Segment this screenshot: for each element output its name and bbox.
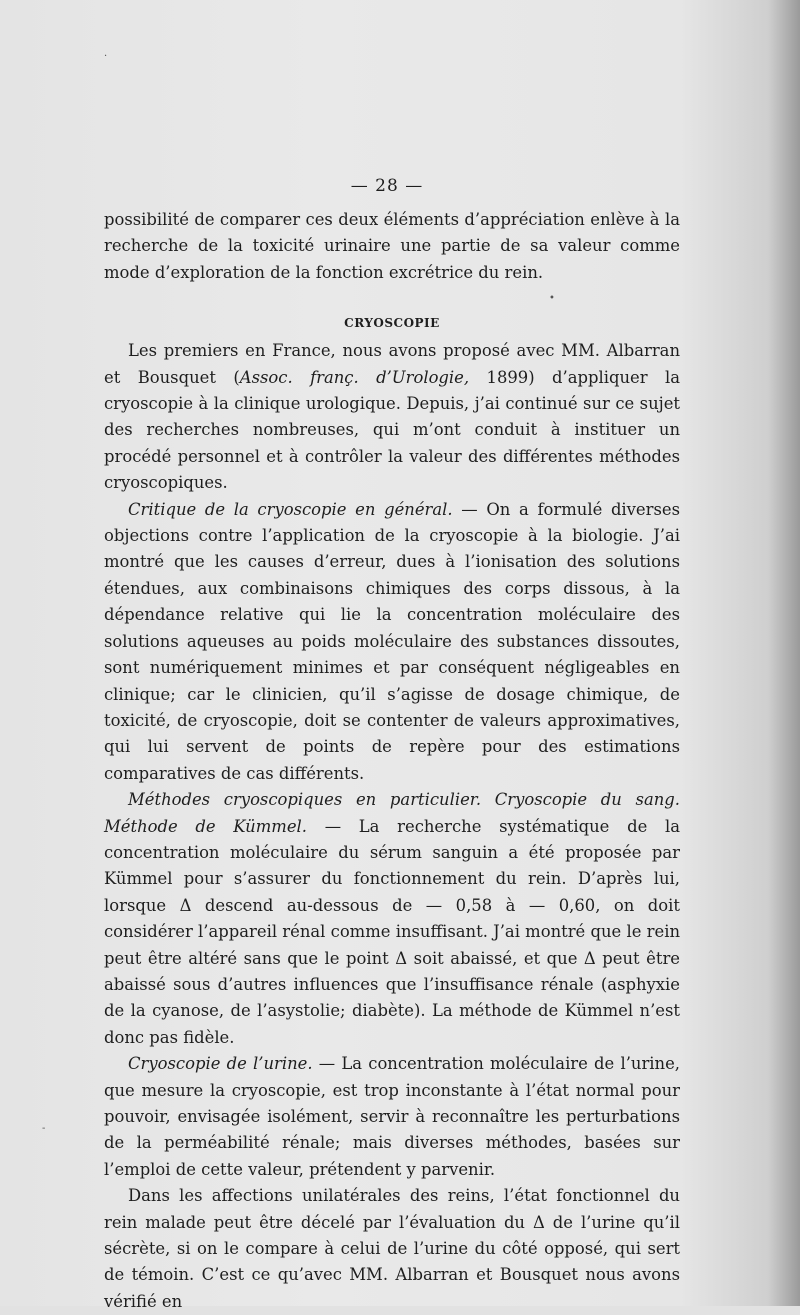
paragraph-4 xyxy=(104,1051,680,1183)
paragraph-4-text: — La concentration moléculaire de l’urine, que mesure la cryoscopie, est trop inconstante à l’état normal pour pouvoir, envisagée isolément, servir à reconnaître les perturbations de la perméabilité rénale; mais diverses méthodes, basées sur l’emploi de cette valeur, prétendent y parvenir. xyxy=(104,1054,681,1179)
heading-speck: • xyxy=(549,293,555,304)
paragraph-1 xyxy=(104,338,680,496)
paragraph-5: Dans les affections unilatérales des reins, l’état fonctionnel du rein malade peut être décelé par l’évaluation du Δ de l’urine qu’il sécrète, si on le compare à celui de l’urine du côté opposé, qui sert de témoin. C’est ce qu’avec MM. Albarran et Bousquet nous avons vérifié en xyxy=(104,1186,680,1311)
citation-italic: Assoc. franç. d’Urologie, xyxy=(239,367,470,387)
top-speck: · xyxy=(104,51,108,62)
section-heading: CRYOSCOPIE xyxy=(344,316,440,331)
paragraph-2-text: — On a formulé diverses objections contre l’application de la cryoscopie à la biologie. J’ai montré que les causes d’erreur, dues à l’ionisation des solutions étendues, aux combinaisons chimiques des corps dissous, à la dépendance relative qui lie la concentration moléculaire des solutions aqueuses au poids moléculaire des substances dissoutes, sont numériquement minimes et par conséquent négligeables en clinique; car le clinicien, qu’il s’agisse de dosage chimique, de toxicité, de cryoscopie, doit se contenter de valeurs approximatives, qui lui servent de points de repère pour des estimations comparatives de cas différents. xyxy=(104,499,680,783)
paragraph-intro: possibilité de comparer ces deux éléments d’appréciation enlève à la recherche de la toxicité urinaire une partie de sa valeur comme mode d’exploration de la fonction excrétrice du rein. xyxy=(104,210,680,282)
paragraph-3-text: — La recherche systématique de la concentration moléculaire du sérum sanguin a été proposée par Kümmel pour s’assurer du fonctionnement du rein. D’après lui, lorsque Δ descend au-dessous de — 0,58 à — 0,60, on doit considérer l’appareil rénal comme insuffisant. J’ai montré que le rein peut être altéré sans que le point Δ soit abaissé, et que Δ peut être abaissé sous d’autres influences que l’insuffisance rénale (asphyxie de la cyanose, de l’asystolie; diabète). La méthode de Kümmel n’est donc pas fidèle. xyxy=(104,816,680,1047)
paragraph-4-heading: Cryoscopie de l’urine. xyxy=(128,1054,313,1074)
paragraph-3-heading: Méthodes cryoscopiques en particulier. Cryoscopie du sang. Méthode de Kümmel. xyxy=(104,790,680,836)
paragraph-2 xyxy=(104,497,680,787)
paragraph-1-text-a: Les premiers en France, nous avons proposé avec MM. Albarran et Bousquet ( xyxy=(104,341,680,387)
body-text xyxy=(104,207,680,1315)
paragraph-1-text-b: 1899) d’appliquer la cryoscopie à la clinique urologique. Depuis, j’ai continué sur ce sujet des recherches nombreuses, qui m’ont conduit à instituer un procédé personnel et à contrôler la valeur des différentes méthodes cryoscopiques. xyxy=(104,367,680,493)
margin-mark: - xyxy=(42,1123,46,1134)
page-number: — 28 — xyxy=(350,176,424,196)
paragraph-2-heading: Critique de la cryoscopie en général. xyxy=(128,499,453,519)
paragraph-3 xyxy=(104,787,680,1051)
